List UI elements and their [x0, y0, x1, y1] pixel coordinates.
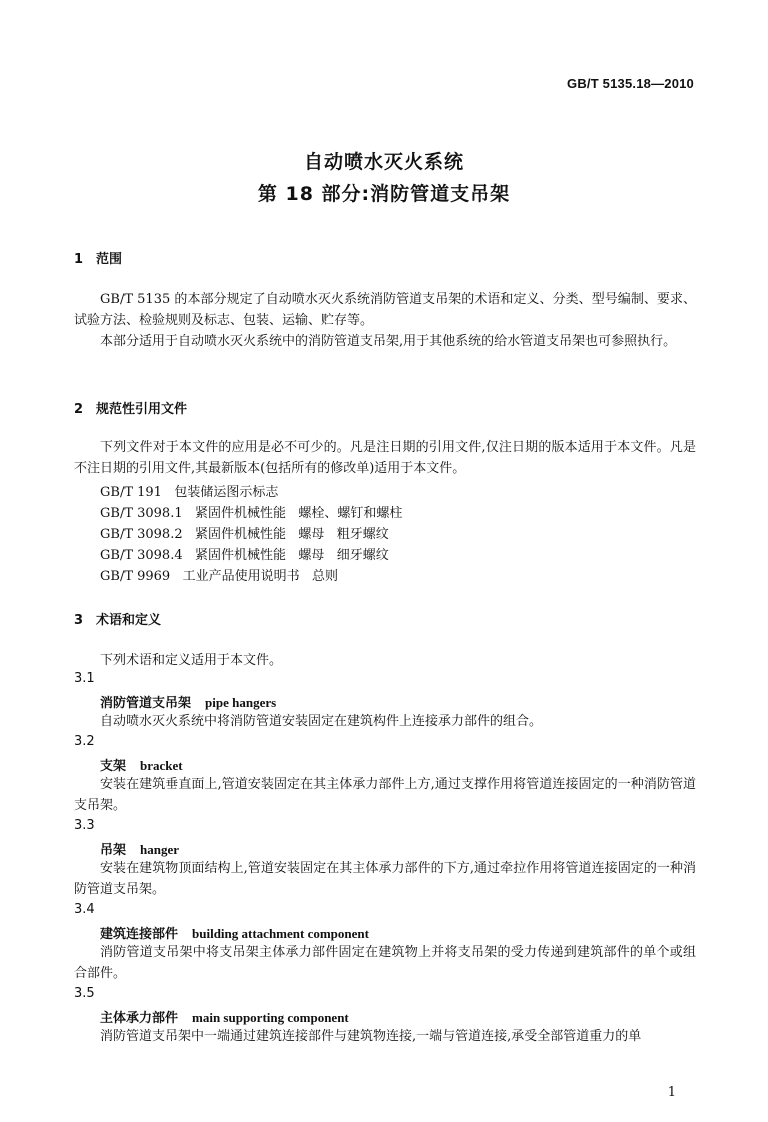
term-name-zh: 吊架: [100, 843, 127, 858]
section-number: 3: [74, 613, 84, 628]
term-name-zh: 建筑连接部件: [100, 927, 179, 942]
section-number: 2: [74, 402, 84, 417]
section-heading-normative-references: [74, 398, 187, 417]
section-title: 范围: [96, 252, 123, 267]
term-name: [100, 923, 369, 942]
term-number: 3.1: [74, 671, 95, 686]
term-name: [100, 1007, 349, 1026]
section-heading-scope: [74, 248, 122, 267]
reference-item: GB/T 3098.4 紧固件机械性能 螺母 细牙螺纹: [100, 548, 389, 563]
term-name: [100, 839, 179, 858]
term-definition: 消防管道支吊架中将支吊架主体承力部件固定在建筑物上并将支吊架的受力传递到建筑部件的单个或组合部件。: [74, 945, 696, 981]
term-definition: 安装在建筑物顶面结构上,管道安装固定在其主体承力部件的下方,通过牵拉作用将管道连接固定的一种消防管道支吊架。: [74, 861, 696, 897]
reference-item: GB/T 9969 工业产品使用说明书 总则: [100, 569, 338, 584]
term-definition: 安装在建筑垂直面上,管道安装固定在其主体承力部件上方,通过支撑作用将管道连接固定的一种消防管道支吊架。: [74, 777, 696, 813]
document-title-line2: 第 18 部分:消防管道支吊架: [257, 183, 511, 205]
term-number: 3.4: [74, 902, 95, 917]
section-title: 规范性引用文件: [96, 402, 188, 417]
term-name-en: building attachment component: [192, 926, 369, 941]
term-number: 3.3: [74, 818, 95, 833]
scope-paragraph-2: 本部分适用于自动喷水灭火系统中的消防管道支吊架,用于其他系统的给水管道支吊架也可参照执行。: [100, 334, 677, 349]
term-name-en: bracket: [140, 758, 183, 773]
section-number: 1: [74, 252, 84, 267]
term-name: [100, 692, 276, 711]
term-name: [100, 755, 183, 774]
section-heading-terms: [74, 609, 161, 628]
scope-paragraph-1: GB/T 5135 的本部分规定了自动喷水灭火系统消防管道支吊架的术语和定义、分类、型号编制、要求、试验方法、检验规则及标志、包装、运输、贮存等。: [74, 292, 696, 328]
references-intro: 下列文件对于本文件的应用是必不可少的。凡是注日期的引用文件,仅注日期的版本适用于本文件。凡是不注日期的引用文件,其最新版本(包括所有的修改单)适用于本文件。: [74, 440, 696, 476]
term-name-en: main supporting component: [192, 1010, 349, 1025]
term-number: 3.2: [74, 734, 95, 749]
reference-item: GB/T 191 包装储运图示标志: [100, 485, 279, 500]
document-title-line1: 自动喷水灭火系统: [303, 151, 464, 173]
section-title: 术语和定义: [96, 613, 162, 628]
term-name-en: pipe hangers: [205, 695, 277, 710]
reference-item: GB/T 3098.2 紧固件机械性能 螺母 粗牙螺纹: [100, 527, 389, 542]
term-name-zh: 消防管道支吊架: [100, 696, 192, 711]
term-definition: 自动喷水灭火系统中将消防管道安装固定在建筑构件上连接承力部件的组合。: [100, 714, 543, 729]
standard-number: GB/T 5135.18—2010: [567, 76, 694, 91]
term-name-zh: 支架: [100, 759, 127, 774]
terms-intro: 下列术语和定义适用于本文件。: [100, 653, 283, 668]
term-definition: 消防管道支吊架中一端通过建筑连接部件与建筑物连接,一端与管道连接,承受全部管道重力的单: [100, 1029, 642, 1044]
term-name-zh: 主体承力部件: [100, 1011, 179, 1026]
term-name-en: hanger: [140, 842, 180, 857]
term-number: 3.5: [74, 986, 95, 1001]
page-number: 1: [667, 1085, 676, 1100]
reference-item: GB/T 3098.1 紧固件机械性能 螺栓、螺钉和螺柱: [100, 506, 403, 521]
